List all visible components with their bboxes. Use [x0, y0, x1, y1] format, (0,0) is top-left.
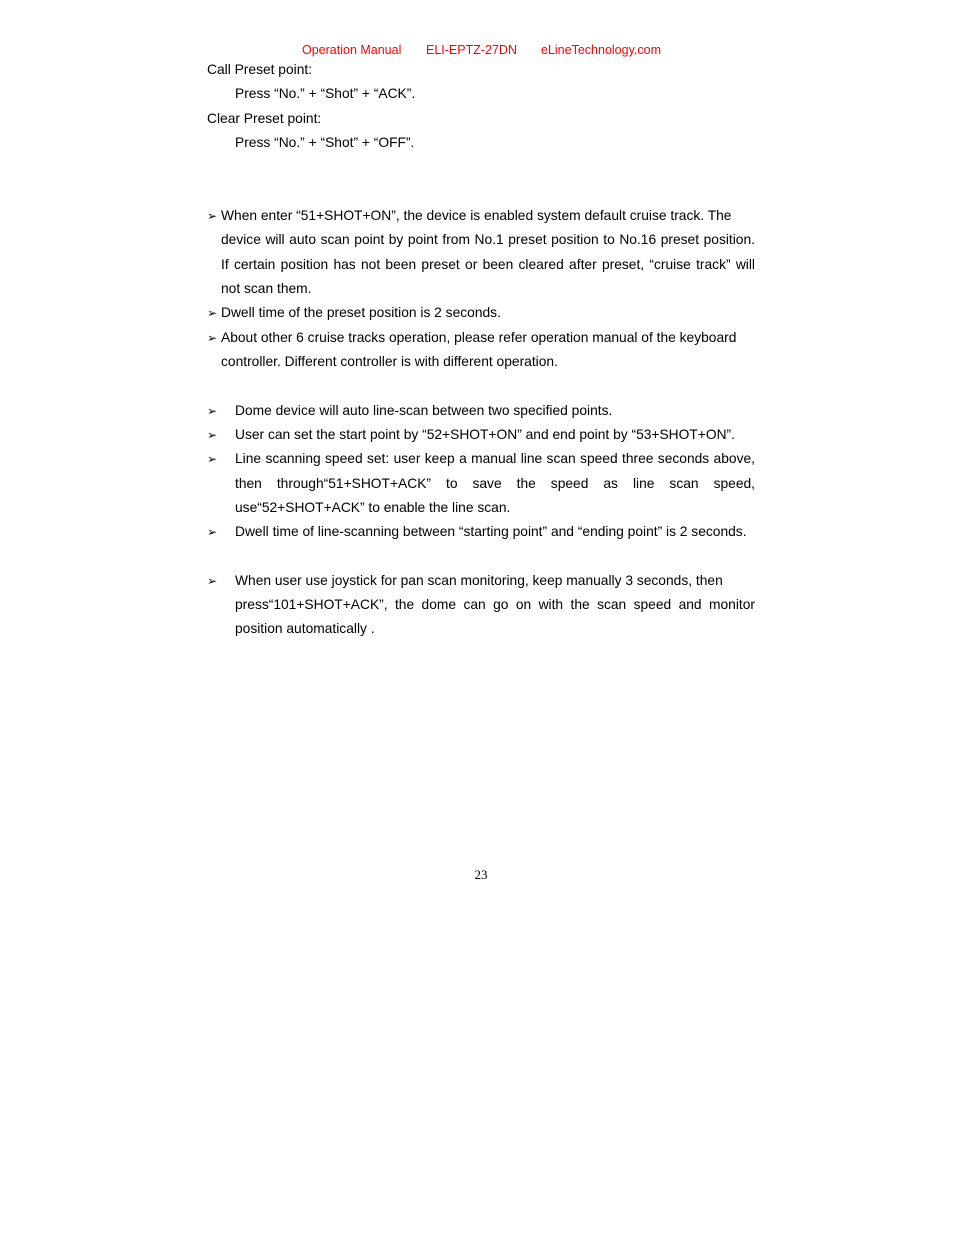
header-model-number: ELI-EPTZ-27DN [426, 43, 517, 57]
line-scan-bullet-3-line-1: Line scanning speed set: user keep a manual line scan speed three seconds above, [235, 451, 755, 466]
cruise-bullet-3-line-2: controller. Different controller is with different operation. [221, 354, 558, 369]
cruise-bullet-1-line-2: device will auto scan point by point from No.1 preset position to No.16 preset position. [221, 232, 755, 247]
cruise-bullet-1-line-3: If certain position has not been preset or been cleared after preset, “cruise track” will [221, 257, 755, 272]
line-scan-bullet-2: User can set the start point by “52+SHOT+ON” and end point by “53+SHOT+ON”. [235, 427, 735, 442]
cruise-bullet-3-line-1: About other 6 cruise tracks operation, please refer operation manual of the keyboard [221, 330, 737, 345]
line-scan-bullet-1: Dome device will auto line-scan between two specified points. [235, 403, 613, 418]
line-scan-bullet-4: Dwell time of line-scanning between “starting point” and “ending point” is 2 seconds. [235, 524, 747, 539]
cruise-bullet-1-line-4: not scan them. [221, 281, 312, 296]
bullet-arrow-icon: ➢ [207, 452, 218, 466]
clear-preset-heading: Clear Preset point: [207, 111, 322, 126]
cruise-bullet-1-line-1: When enter “51+SHOT+ON”, the device is enabled system default cruise track. The [221, 208, 732, 223]
header-manual-title: Operation Manual [302, 43, 402, 57]
line-scan-bullet-3-line-3: use“52+SHOT+ACK” to enable the line scan. [235, 500, 511, 515]
cruise-bullet-2: Dwell time of the preset position is 2 seconds. [221, 305, 501, 320]
bullet-arrow-icon: ➢ [207, 574, 218, 588]
pan-scan-bullet-1-line-3: position automatically . [235, 621, 375, 636]
bullet-arrow-icon: ➢ [207, 428, 218, 442]
bullet-arrow-icon: ➢ [207, 525, 218, 539]
bullet-arrow-icon: ➢ [207, 306, 218, 320]
bullet-arrow-icon: ➢ [207, 404, 218, 418]
clear-preset-instruction: Press “No.” + “Shot” + “OFF”. [235, 135, 415, 150]
bullet-arrow-icon: ➢ [207, 209, 218, 223]
bullet-arrow-icon: ➢ [207, 331, 218, 345]
call-preset-instruction: Press “No.” + “Shot” + “ACK”. [235, 86, 416, 101]
page-number: 23 [474, 867, 488, 882]
line-scan-bullet-3-line-2: then through“51+SHOT+ACK” to save the speed as line scan speed, [235, 476, 755, 491]
pan-scan-bullet-1-line-2: press“101+SHOT+ACK”, the dome can go on with the scan speed and monitor [235, 597, 755, 612]
header-website: eLineTechnology.com [541, 43, 661, 57]
pan-scan-bullet-1-line-1: When user use joystick for pan scan monitoring, keep manually 3 seconds, then [235, 573, 723, 588]
call-preset-heading: Call Preset point: [207, 62, 313, 77]
